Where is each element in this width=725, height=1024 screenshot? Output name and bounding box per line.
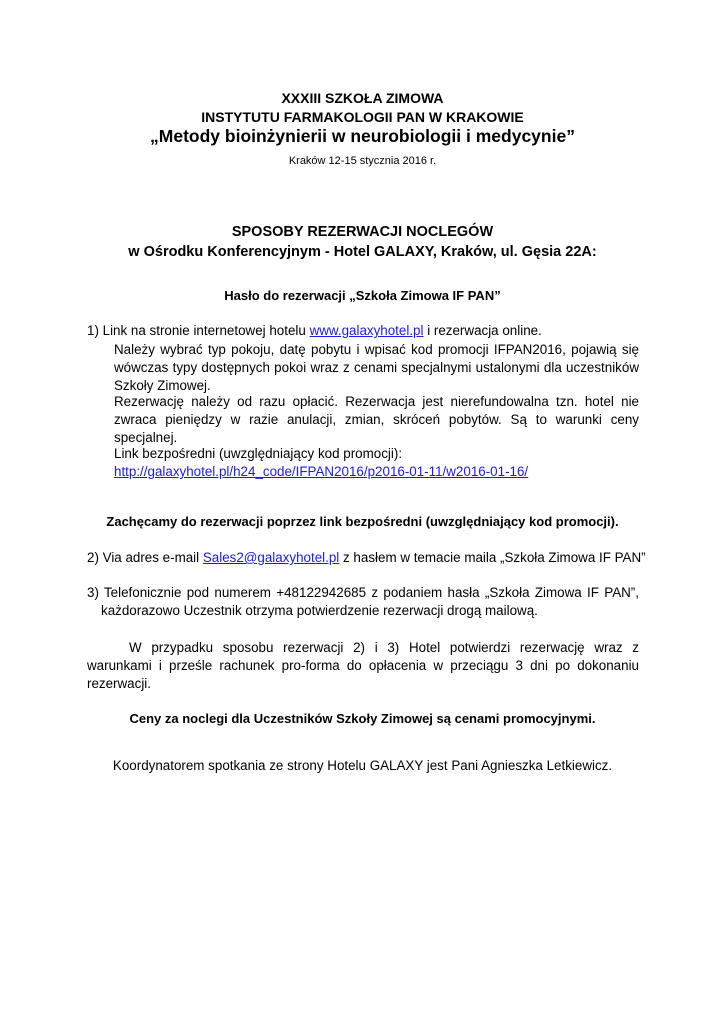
- header-line-1: XXXIII SZKOŁA ZIMOWA: [281, 90, 444, 106]
- item-1-payment-terms: Rezerwację należy od razu opłacić. Rezerwacja jest nierefundowalna tzn. hotel nie zwraca pieniędzy w razie anulacji, zmian, skróceń pobytów. Są to warunki ceny specjalnej.: [114, 394, 639, 445]
- item-1-line: [87, 322, 542, 340]
- reservation-password: Hasło do rezerwacji „Szkoła Zimowa IF PAN”: [224, 288, 501, 303]
- header-line-2: INSTYTUTU FARMAKOLOGII PAN W KRAKOWIE: [201, 109, 524, 125]
- event-date: Kraków 12-15 stycznia 2016 r.: [288, 155, 437, 167]
- item-2-prefix: 2) Via adres e-mail: [87, 550, 203, 565]
- hotel-email-link[interactable]: Sales2@galaxyhotel.pl: [202, 550, 340, 565]
- item-1-prefix: 1) Link na stronie internetowej hotelu: [87, 323, 310, 338]
- item-2-line: [87, 549, 646, 567]
- direct-link-label: Link bezpośredni (uwzględniający kod promocji):: [114, 446, 403, 461]
- item-1-instructions: Należy wybrać typ pokoju, datę pobytu i wpisać kod promocji IFPAN2016, pojawią się wówczas typy dostępnych pokoi wraz z cenami specjalnymi ustalonymi dla uczestników Szkoły Zimowej.: [114, 342, 639, 393]
- encourage-note: Zachęcamy do rezerwacji poprzez link bezpośredni (uwzględniający kod promocji).: [106, 514, 619, 529]
- hotel-website-link[interactable]: www.galaxyhotel.pl: [309, 323, 424, 338]
- document-title: „Metody bioinżynierii w neurobiologii i medycynie”: [150, 126, 575, 146]
- item-3-line-2: każdorazowo Uczestnik otrzyma potwierdzenie rezerwacji drogą mailową.: [101, 603, 538, 618]
- item-1-suffix: i rezerwacja online.: [423, 323, 542, 338]
- item-3-line-1: 3) Telefonicznie pod numerem +48122942685 z podaniem hasła „Szkoła Zimowa IF PAN”,: [87, 585, 639, 600]
- prices-note: Ceny za noclegi dla Uczestników Szkoły Zimowej są cenami promocyjnymi.: [129, 711, 596, 726]
- section-heading: SPOSOBY REZERWACJI NOCLEGÓW: [231, 224, 494, 240]
- section-subheading: w Ośrodku Konferencyjnym - Hotel GALAXY, Kraków, ul. Gęsia 22A:: [128, 244, 597, 260]
- item-2-suffix: z hasłem w temacie maila „Szkoła Zimowa IF PAN”: [339, 550, 646, 565]
- coordinator-note: Koordynatorem spotkania ze strony Hotelu GALAXY jest Pani Agnieszka Letkiewicz.: [112, 758, 613, 773]
- direct-reservation-link[interactable]: http://galaxyhotel.pl/h24_code/IFPAN2016/p2016-01-11/w2016-01-16/: [114, 464, 529, 479]
- confirmation-note: W przypadku sposobu rezerwacji 2) i 3) Hotel potwierdzi rezerwację wraz z warunkami i prześle rachunek pro-forma do opłacenia w przeciągu 3 dni po dokonaniu rezerwacji.: [87, 640, 639, 691]
